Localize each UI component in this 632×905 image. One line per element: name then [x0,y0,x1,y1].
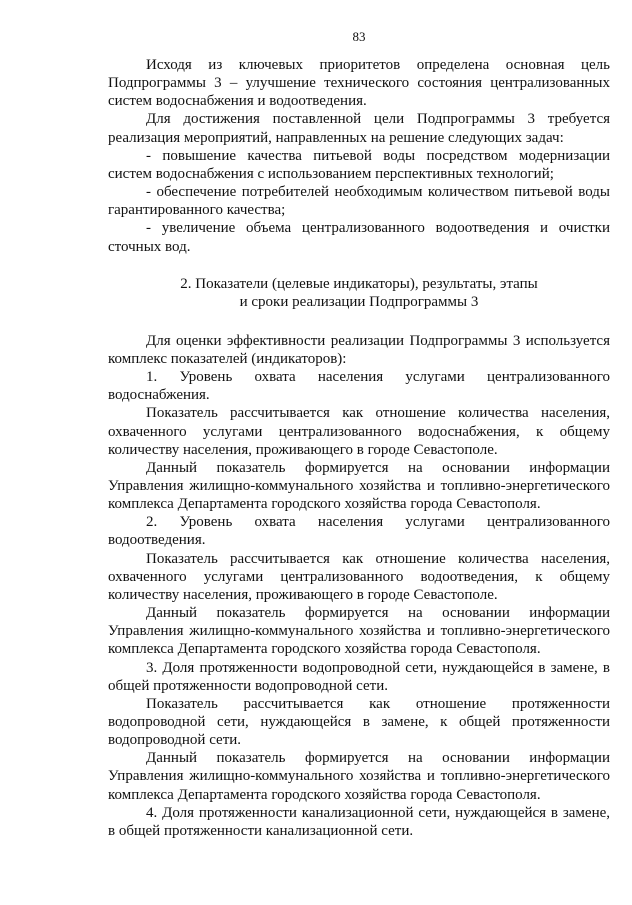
task-item-water-supply: - обеспечение потребителей необходимым количеством питьевой воды гарантированного качества; [108,184,610,219]
document-body [108,56,610,840]
indicator-2-title: 2. Уровень охвата населения услугами централизованного водоотведения. [108,514,610,549]
paragraph-main-goal: Исходя из ключевых приоритетов определена основная цель Подпрограммы 3 – улучшение технического состояния централизованных систем водоснабжения и водоотведения. [108,57,610,110]
section-heading-line2: и сроки реализации Подпрограммы 3 [239,293,479,310]
indicator-3-source: Данный показатель формируется на основании информации Управления жилищно-коммунального хозяйства и топливно-энергетического комплекса Департамента городского хозяйства города Севастополя. [108,750,610,803]
task-item-water-quality: - повышение качества питьевой воды посредством модернизации систем водоснабжения с использованием перспективных технологий; [108,147,610,182]
indicator-4-title: 4. Доля протяженности канализационной сети, нуждающейся в замене, в общей протяженности канализационной сети. [108,804,610,839]
indicator-2-calculation: Показатель рассчитывается как отношение количества населения, охваченного услугами централизованного водоотведения, к общему количеству населения, проживающего в городе Севастополе. [108,550,610,603]
indicator-1-calculation: Показатель рассчитывается как отношение количества населения, охваченного услугами централизованного водоснабжения, к общему количеству населения, проживающего в городе Севастополе. [108,405,610,458]
task-item-wastewater: - увеличение объема централизованного водоотведения и очистки сточных вод. [108,220,610,255]
paragraph-tasks-intro: Для достижения поставленной цели Подпрограммы 3 требуется реализация мероприятий, направленных на решение следующих задач: [108,111,610,146]
section-heading [108,275,610,311]
paragraph-indicators-intro: Для оценки эффективности реализации Подпрограммы 3 используется комплекс показателей (индикаторов): [108,332,610,367]
indicator-1-source: Данный показатель формируется на основании информации Управления жилищно-коммунального хозяйства и топливно-энергетического комплекса Департамента городского хозяйства города Севастополя. [108,459,610,513]
indicator-1-title: 1. Уровень охвата населения услугами централизованного водоснабжения. [108,369,610,404]
indicator-2-source: Данный показатель формируется на основании информации Управления жилищно-коммунального хозяйства и топливно-энергетического комплекса Департамента городского хозяйства города Севастополя. [108,605,610,658]
indicator-3-title: 3. Доля протяженности водопроводной сети, нуждающейся в замене, в общей протяженности водопроводной сети. [108,659,610,694]
indicator-3-calculation: Показатель рассчитывается как отношение протяженности водопроводной сети, нуждающейся в замене, к общей протяженности водопроводной сети. [108,695,610,749]
section-heading-line1: 2. Показатели (целевые индикаторы), результаты, этапы [180,275,538,292]
page-number: 83 [352,29,366,44]
